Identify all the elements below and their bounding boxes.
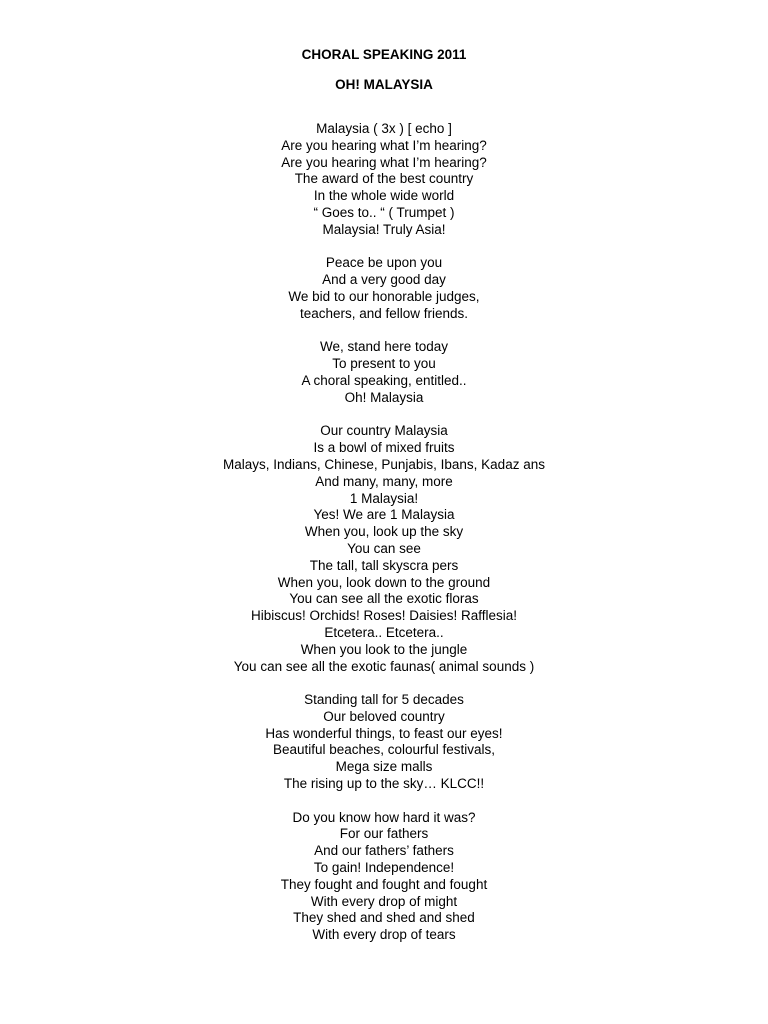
- poem-line: Has wonderful things, to feast our eyes!: [265, 725, 503, 741]
- poem-line: We, stand here today: [319, 339, 449, 355]
- poem-line: To gain! Independence!: [313, 860, 455, 876]
- poem-line: Is a bowl of mixed fruits: [313, 440, 455, 456]
- poem-stanza: [0, 692, 768, 793]
- poem-stanza: [0, 423, 768, 675]
- poem-line: The tall, tall skyscra pers: [309, 557, 459, 573]
- poem-line: Etcetera.. Etcetera..: [324, 624, 444, 640]
- poem-line: Mega size malls: [335, 759, 433, 775]
- poem-line: Yes! We are 1 Malaysia: [313, 507, 455, 523]
- poem-line: Malaysia ( 3x ) [ echo ]: [316, 121, 452, 136]
- poem-stanza: [0, 121, 768, 239]
- poem-line: Do you know how hard it was?: [292, 809, 476, 825]
- poem-line: With every drop of might: [310, 893, 458, 909]
- poem-line: In the whole wide world: [313, 188, 455, 204]
- poem-line: Are you hearing what I’m hearing?: [281, 154, 487, 170]
- poem-stanza: [0, 255, 768, 322]
- poem-line: Our beloved country: [323, 708, 445, 724]
- poem-line: Are you hearing what I’m hearing?: [281, 137, 487, 153]
- poem-stanza: [0, 339, 768, 406]
- poem-line: And our fathers’ fathers: [314, 843, 454, 859]
- poem-line: Oh! Malaysia: [344, 389, 424, 405]
- poem-line: “ Goes to.. “ ( Trumpet ): [313, 204, 455, 220]
- poem-line: Beautiful beaches, colourful festivals,: [272, 742, 496, 758]
- poem-line: The award of the best country: [294, 171, 474, 187]
- poem-body: [0, 121, 768, 961]
- poem-line: Malaysia! Truly Asia!: [322, 221, 446, 237]
- poem-line: When you, look up the sky: [304, 524, 464, 540]
- poem-line: And many, many, more: [315, 473, 453, 489]
- poem-line: Standing tall for 5 decades: [304, 692, 464, 708]
- poem-line: Malays, Indians, Chinese, Punjabis, Ibans, Kadaz ans: [223, 456, 545, 472]
- document-title: CHORAL SPEAKING 2011: [301, 47, 467, 62]
- poem-line: For our fathers: [339, 826, 429, 842]
- poem-line: And a very good day: [322, 272, 446, 288]
- poem-stanza: [0, 810, 768, 944]
- poem-line: When you, look down to the ground: [277, 574, 491, 590]
- poem-line: They shed and shed and shed: [293, 910, 475, 926]
- poem-line: They fought and fought and fought: [280, 876, 488, 892]
- poem-line: To present to you: [332, 356, 436, 372]
- poem-line: Hibiscus! Orchids! Roses! Daisies! Rafflesia!: [250, 608, 518, 624]
- poem-line: You can see all the exotic floras: [289, 591, 479, 607]
- poem-line: You can see: [347, 540, 421, 556]
- poem-line: A choral speaking, entitled..: [301, 372, 467, 388]
- poem-line: Our country Malaysia: [320, 423, 448, 439]
- poem-line: You can see all the exotic faunas( animal sounds ): [233, 658, 535, 674]
- poem-line: When you look to the jungle: [300, 641, 468, 657]
- poem-line: 1 Malaysia!: [349, 490, 419, 506]
- poem-line: We bid to our honorable judges,: [288, 288, 480, 304]
- document-subtitle: OH! MALAYSIA: [335, 77, 433, 92]
- poem-line: Peace be upon you: [325, 255, 443, 271]
- poem-line: With every drop of tears: [312, 927, 456, 943]
- poem-line: teachers, and fellow friends.: [299, 305, 469, 321]
- poem-line: The rising up to the sky… KLCC!!: [283, 776, 485, 792]
